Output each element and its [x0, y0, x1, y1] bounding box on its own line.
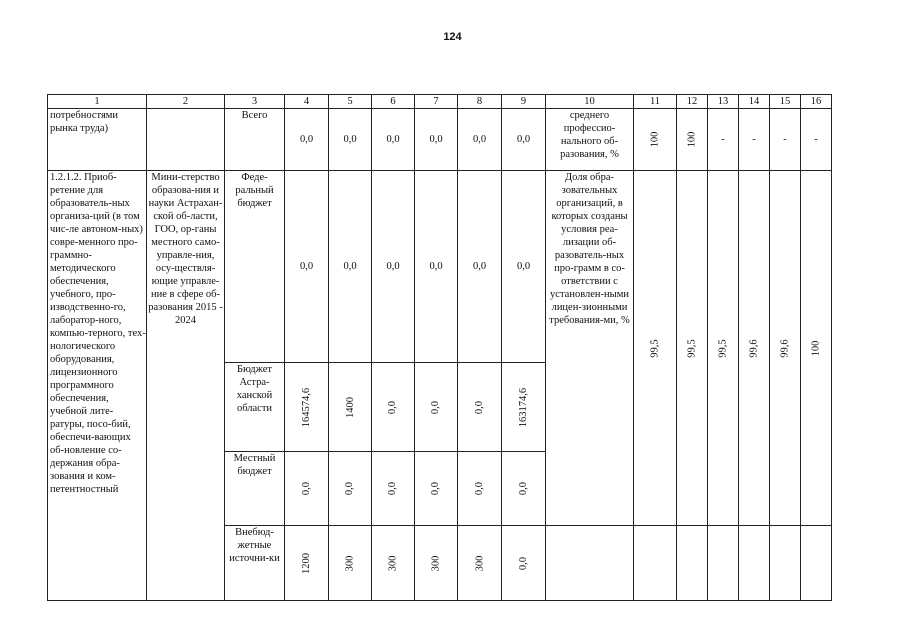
cell-executor: Мини-стерство образова-ния и науки Астрахан-ской об-ласти, ГОО, ор-ганы местного само-управле-ния, осу-ществля-ющие управле-ние в сфере об-разования 2015 - 2024	[147, 171, 225, 601]
value-text: 300	[474, 555, 485, 571]
value-text: 1200	[301, 552, 312, 574]
cell-value	[502, 526, 546, 601]
target-value: 100	[810, 340, 822, 356]
value-text: 300	[430, 555, 442, 571]
cell-source: Местный бюджет	[225, 452, 285, 526]
table-row	[48, 109, 832, 171]
header-cell: 8	[458, 95, 502, 109]
cell-value	[285, 363, 329, 452]
target-value: 99,6	[748, 338, 760, 358]
cell-value	[502, 363, 546, 452]
value-text: 300	[387, 555, 399, 571]
cell-value	[372, 526, 415, 601]
value-text: 0,0	[430, 481, 442, 496]
header-row	[48, 95, 832, 109]
cell-value: 0,0	[329, 109, 372, 171]
cell-target: -	[708, 109, 739, 171]
cell-target	[770, 171, 801, 526]
cell-value	[415, 526, 458, 601]
cell-value: 0,0	[372, 109, 415, 171]
cell-value: 0,0	[329, 171, 372, 363]
cell-measure: потребностями рынка труда)	[48, 109, 147, 171]
page-number: 124	[443, 31, 462, 43]
header-cell: 16	[801, 95, 832, 109]
cell-value	[458, 452, 502, 526]
cell-target	[739, 526, 770, 601]
cell-target	[634, 109, 677, 171]
target-value: 99,5	[649, 338, 661, 358]
cell-target	[634, 526, 677, 601]
cell-value	[372, 363, 415, 452]
cell-target: -	[770, 109, 801, 171]
header-cell: 6	[372, 95, 415, 109]
header-cell: 2	[147, 95, 225, 109]
table-row	[48, 171, 832, 363]
cell-value	[372, 452, 415, 526]
cell-value	[502, 452, 546, 526]
header-cell: 5	[329, 95, 372, 109]
cell-value: 0,0	[502, 171, 546, 363]
cell-target	[801, 526, 832, 601]
cell-value	[415, 452, 458, 526]
target-value: 100	[686, 131, 698, 148]
cell-target	[677, 109, 708, 171]
header-cell: 10	[546, 95, 634, 109]
value-text: 0,0	[344, 481, 356, 496]
cell-target: -	[739, 109, 770, 171]
value-text: 0,0	[474, 481, 485, 496]
cell-indicator	[546, 526, 634, 601]
cell-value: 0,0	[458, 109, 502, 171]
header-cell: 12	[677, 95, 708, 109]
header-cell: 9	[502, 95, 546, 109]
cell-value: 0,0	[415, 109, 458, 171]
cell-target	[634, 171, 677, 526]
header-cell: 3	[225, 95, 285, 109]
cell-target	[677, 171, 708, 526]
value-text: 1400	[344, 396, 356, 418]
cell-value	[458, 526, 502, 601]
cell-value: 0,0	[285, 171, 329, 363]
header-cell: 11	[634, 95, 677, 109]
value-text: 0,0	[430, 400, 442, 414]
cell-indicator: среднего профессио-нального об-разования, %	[546, 109, 634, 171]
cell-measure: 1.2.1.2. Приоб-ретение для образователь-ных организа-ций (в том чис-ле автоном-ных) совре-менного про-граммно-методического обеспечения, учебного, про-изводственно-го, лаборатор-ного, компью-терного, тех-нологического оборудования, лицензионного программного обеспечения, учебной лите-ратуры, посо-бий, обеспечи-вающих об-новление со-держания обра-зования и ком-петентностный	[48, 171, 147, 601]
value-text: 0,0	[387, 400, 399, 414]
cell-value	[285, 452, 329, 526]
value-text: 0,0	[474, 400, 485, 414]
cell-value	[285, 526, 329, 601]
value-text: 0,0	[301, 481, 312, 496]
cell-target	[708, 171, 739, 526]
cell-executor	[147, 109, 225, 171]
value-text: 163174,6	[518, 387, 529, 427]
cell-target	[739, 171, 770, 526]
header-cell: 7	[415, 95, 458, 109]
target-value: 99,6	[779, 338, 791, 358]
cell-value: 0,0	[502, 109, 546, 171]
cell-value: 0,0	[458, 171, 502, 363]
cell-source: Феде-ральный бюджет	[225, 171, 285, 363]
header-cell: 15	[770, 95, 801, 109]
cell-target	[677, 526, 708, 601]
header-cell: 13	[708, 95, 739, 109]
value-text: 300	[344, 555, 356, 571]
budget-table	[47, 94, 832, 601]
cell-value	[329, 363, 372, 452]
header-cell: 14	[739, 95, 770, 109]
cell-value: 0,0	[285, 109, 329, 171]
cell-source: Бюджет Астра-ханской области	[225, 363, 285, 452]
cell-target	[801, 171, 832, 526]
target-value: 99,5	[717, 338, 729, 358]
value-text: 164574,6	[301, 387, 312, 427]
value-text: 0,0	[518, 481, 529, 496]
cell-value: 0,0	[415, 171, 458, 363]
target-value: 99,5	[686, 338, 698, 358]
header-cell: 1	[48, 95, 147, 109]
cell-value: 0,0	[372, 171, 415, 363]
value-text: 0,0	[387, 481, 399, 496]
header-cell: 4	[285, 95, 329, 109]
cell-target	[770, 526, 801, 601]
cell-target: -	[801, 109, 832, 171]
cell-source: Внебюд-жетные источни-ки	[225, 526, 285, 601]
cell-source: Всего	[225, 109, 285, 171]
value-text: 0,0	[518, 556, 529, 570]
cell-value	[329, 452, 372, 526]
cell-target	[708, 526, 739, 601]
cell-value	[415, 363, 458, 452]
cell-indicator: Доля обра-зовательных организаций, в которых созданы условия реа-лизации об-разователь-ных про-грамм в со-ответствии с установлен-ными лицен-зионными требования-ми, %	[546, 171, 634, 526]
cell-value	[329, 526, 372, 601]
target-value: 100	[649, 131, 661, 148]
cell-value	[458, 363, 502, 452]
